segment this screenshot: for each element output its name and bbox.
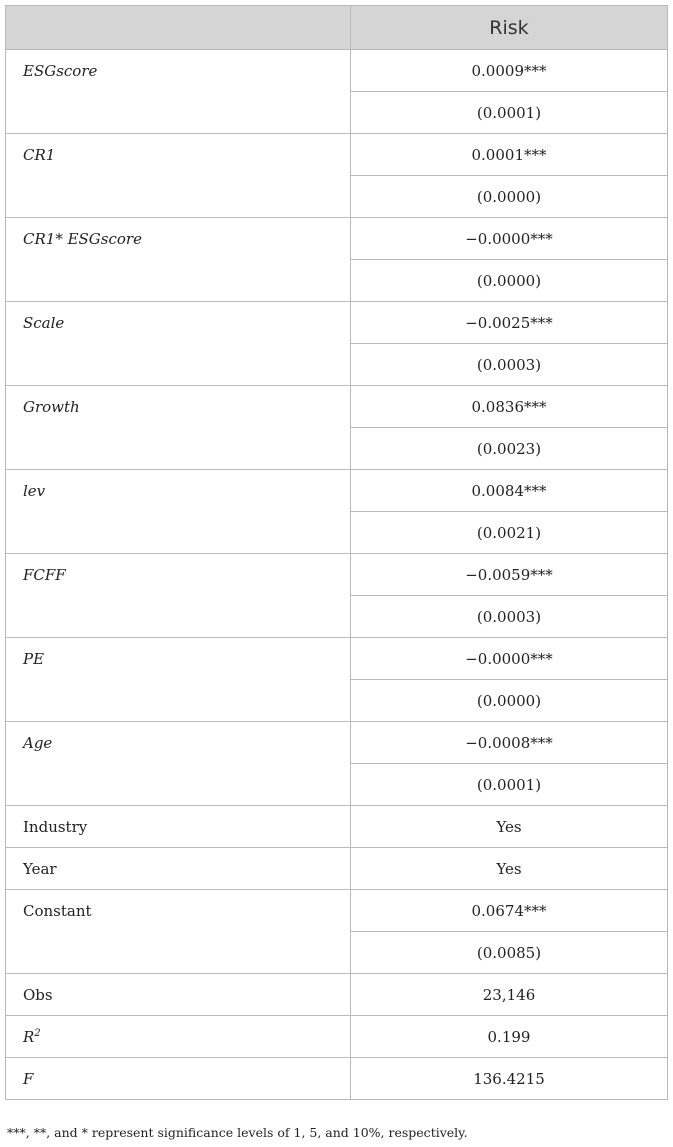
var-growth: Growth: [23, 398, 80, 416]
coef-cell: 0.0674***: [351, 890, 668, 932]
table-row: [6, 806, 668, 848]
row-label: [6, 1016, 351, 1058]
row-label: [6, 848, 351, 890]
se-cell: (0.0023): [351, 428, 668, 470]
table-row: [6, 638, 668, 680]
row-label: [6, 1058, 351, 1100]
row-label: [6, 470, 351, 554]
table-row: [6, 470, 668, 512]
header-blank: [6, 6, 351, 50]
industry-value: Yes: [351, 806, 668, 848]
row-label: [6, 554, 351, 638]
var-pe: PE: [23, 650, 45, 668]
table-row: [6, 974, 668, 1016]
obs-value: 23,146: [351, 974, 668, 1016]
row-label: [6, 134, 351, 218]
se-cell: (0.0021): [351, 512, 668, 554]
header-row: [6, 6, 668, 50]
se-cell: (0.0003): [351, 596, 668, 638]
f-value: 136.4215: [351, 1058, 668, 1100]
var-esgscore: ESGscore: [23, 62, 98, 80]
row-label: [6, 722, 351, 806]
r2-value: 0.199: [351, 1016, 668, 1058]
se-cell: (0.0001): [351, 764, 668, 806]
table-row: [6, 848, 668, 890]
header-risk: Risk: [351, 6, 668, 50]
coef-cell: 0.0836***: [351, 386, 668, 428]
table-row: [6, 386, 668, 428]
row-label: [6, 974, 351, 1016]
var-cr1: CR1: [23, 146, 56, 164]
coef-cell: 0.0001***: [351, 134, 668, 176]
r2-superscript: 2: [34, 1027, 41, 1039]
label-obs: Obs: [23, 985, 53, 1004]
coef-cell: 0.0084***: [351, 470, 668, 512]
table-row: [6, 1016, 668, 1058]
row-label: [6, 806, 351, 848]
var-age: Age: [23, 734, 53, 752]
coef-cell: −0.0059***: [351, 554, 668, 596]
coef-cell: −0.0025***: [351, 302, 668, 344]
se-cell: (0.0000): [351, 680, 668, 722]
coef-cell: −0.0000***: [351, 218, 668, 260]
table-row: [6, 722, 668, 764]
var-cr1-esgscore: CR1* ESGscore: [23, 230, 142, 248]
label-r2: [23, 1028, 350, 1046]
var-scale: Scale: [23, 314, 65, 332]
table-row: [6, 1058, 668, 1100]
var-fcff: FCFF: [23, 566, 66, 584]
year-value: Yes: [351, 848, 668, 890]
table-row: [6, 302, 668, 344]
table-row: [6, 134, 668, 176]
label-year: Year: [23, 859, 57, 878]
table-footnote: ***, **, and * represent significance levels of 1, 5, and 10%, respectively.: [7, 1125, 468, 1140]
var-lev: lev: [23, 482, 46, 500]
coef-cell: −0.0000***: [351, 638, 668, 680]
table-row: [6, 218, 668, 260]
table-row: [6, 50, 668, 92]
label-constant: Constant: [23, 902, 92, 920]
row-label: [6, 218, 351, 302]
row-label: [6, 890, 351, 974]
table-row: [6, 890, 668, 932]
coef-cell: 0.0009***: [351, 50, 668, 92]
table-row: [6, 554, 668, 596]
se-cell: (0.0001): [351, 92, 668, 134]
row-label: [6, 638, 351, 722]
se-cell: (0.0085): [351, 932, 668, 974]
r2-letter: R: [23, 1027, 35, 1046]
coef-cell: −0.0008***: [351, 722, 668, 764]
row-label: [6, 302, 351, 386]
se-cell: (0.0000): [351, 176, 668, 218]
row-label: [6, 50, 351, 134]
regression-table: [5, 5, 668, 1100]
label-industry: Industry: [23, 817, 88, 836]
row-label: [6, 386, 351, 470]
label-f: F: [23, 1069, 34, 1088]
se-cell: (0.0003): [351, 344, 668, 386]
se-cell: (0.0000): [351, 260, 668, 302]
